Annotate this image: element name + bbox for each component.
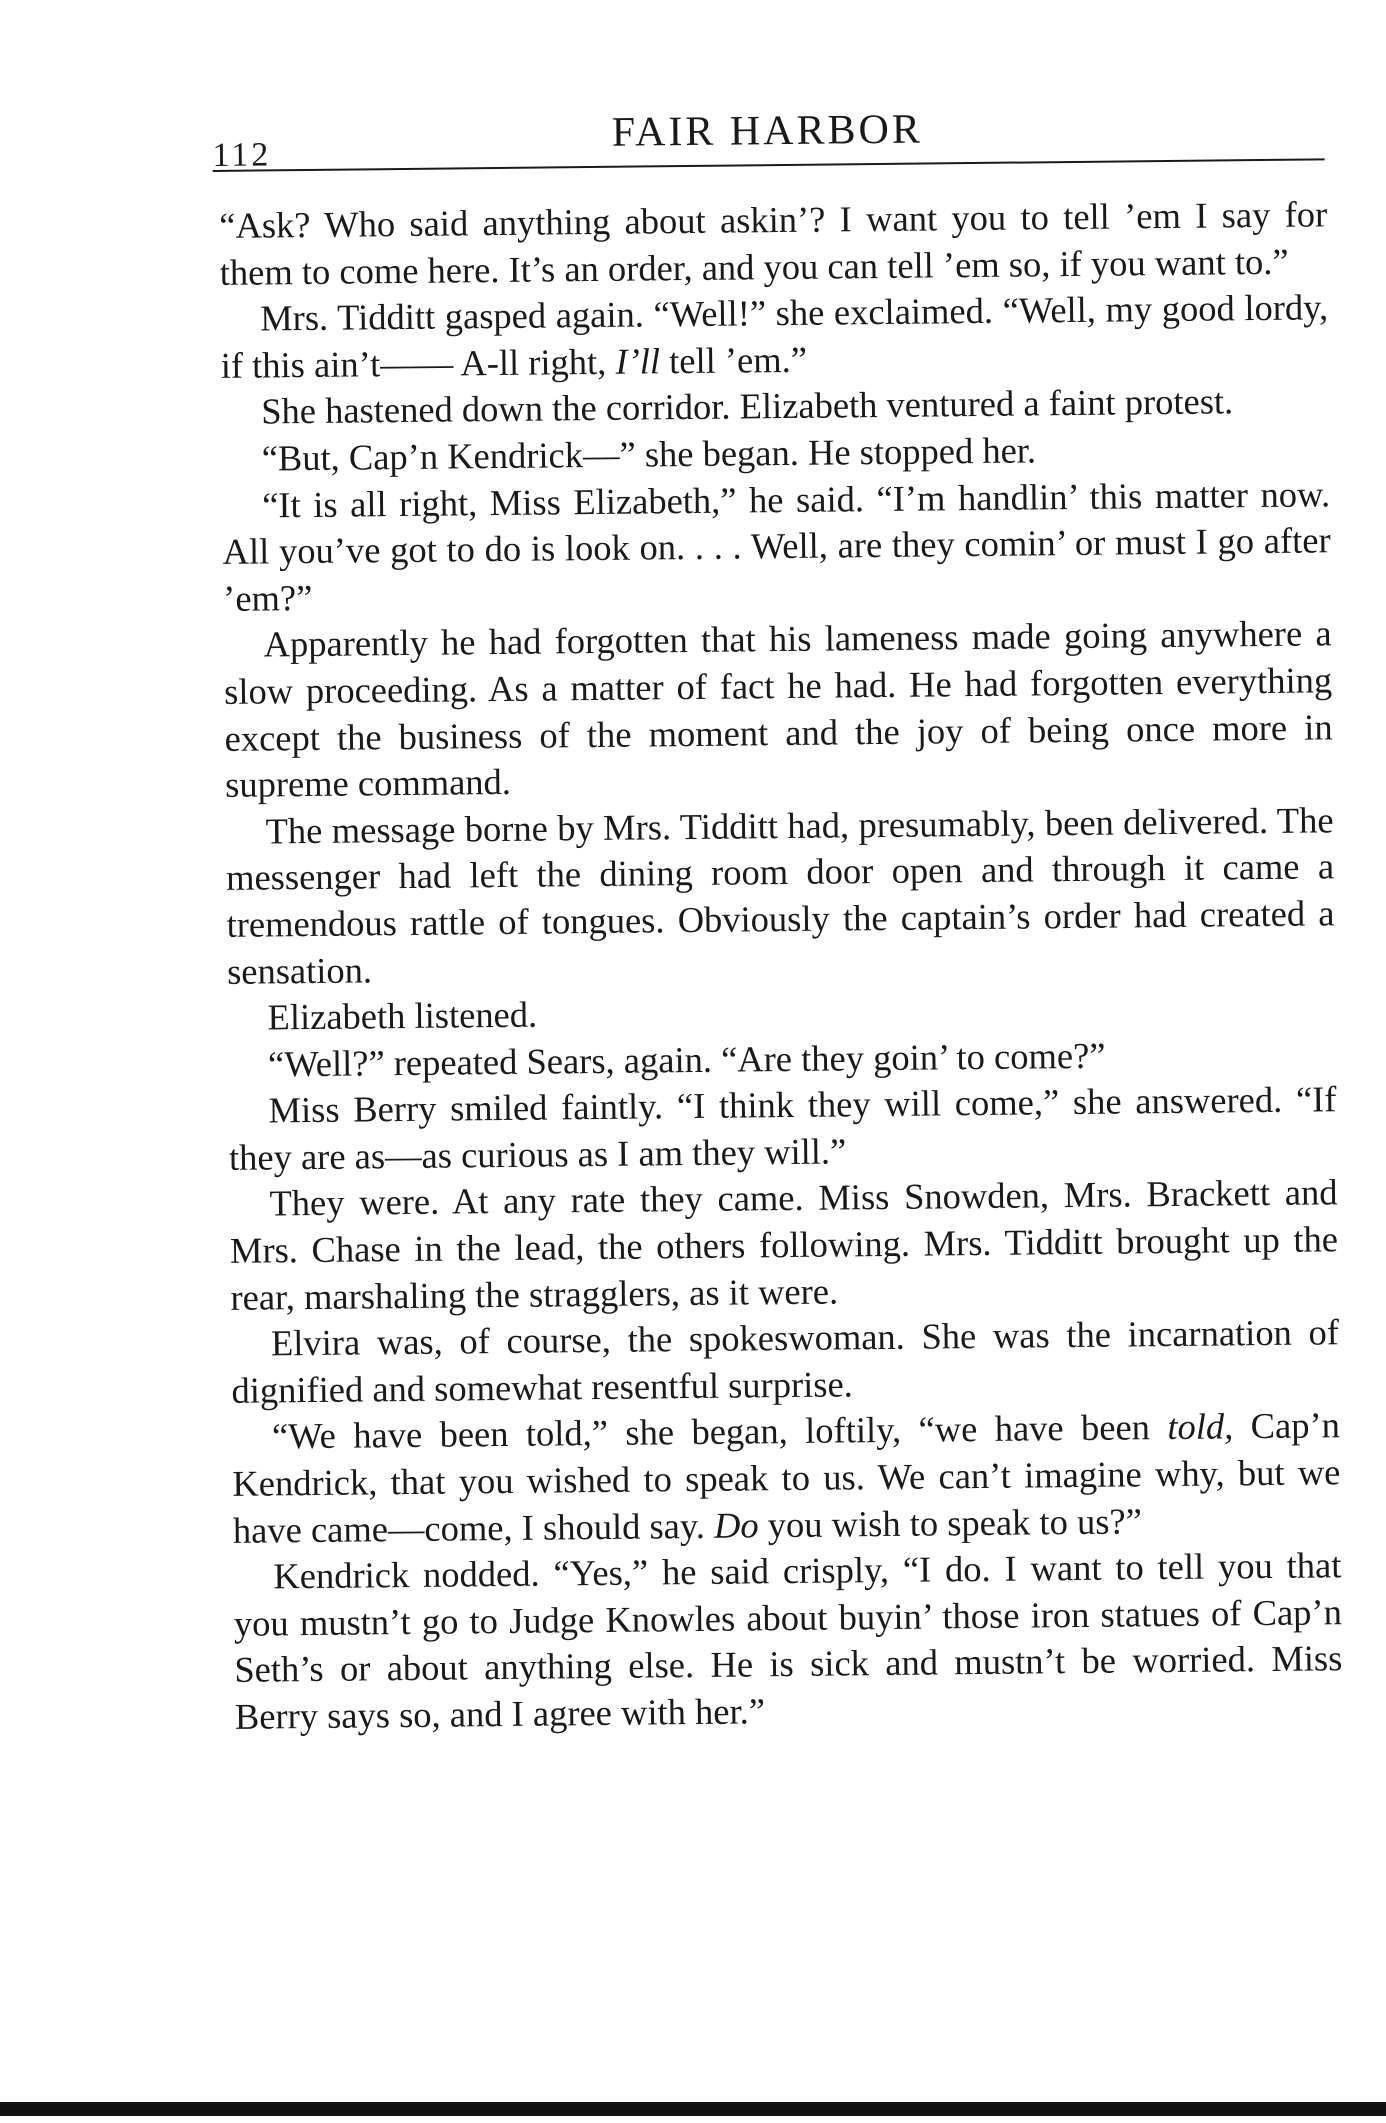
scan-edge-bar: [0, 2102, 1386, 2116]
paragraph: Mrs. Tidditt gasped again. “Well!” she exclaimed. “Well, my good lordy, if this ain’t—— A-ll right, I’ll tell ’em.”: [220, 286, 1329, 386]
running-head: [212, 101, 1323, 173]
paragraph: Elvira was, of course, the spokeswoman. She was the incarnation of dignified and somewhat resentful surprise.: [231, 1311, 1340, 1411]
italic-emphasis: Do: [713, 1503, 759, 1546]
paragraph: Kendrick nodded. “Yes,” he said crisply, “I do. I want to tell you that you mustn’t go to Judge Knowles about buyin’ those iron statues of Cap’n Seth’s or about anything else. He is sick and mustn’t be worried. Miss Berry says so, and I agree with her.”: [233, 1544, 1343, 1737]
paragraph: Apparently he had forgotten that his lameness made going anywhere a slow proceeding. As a matter of fact he had. He had forgotten everything except the business of the moment and the joy of being once more in supreme command.: [223, 612, 1333, 806]
paragraph: She hastened down the corridor. Elizabeth ventured a faint protest.: [260, 380, 1234, 432]
italic-emphasis: told,: [1167, 1405, 1234, 1448]
body-text: [219, 191, 1343, 1740]
paragraph: “We have been told,” she began, loftily, “we have been told, Cap’n Kendrick, that you wished to speak to us. We can’t imagine why, but we have came—come, I should say. Do you wish to speak to us?”: [232, 1404, 1341, 1551]
italic-emphasis: I’ll: [615, 340, 661, 382]
paragraph: “Ask? Who said anything about askin’? I want you to tell ’em I say for them to come here. It’s an order, and you can tell ’em so, if you want to.”: [219, 193, 1328, 293]
paragraph: Elizabeth listened.: [267, 993, 538, 1038]
paragraph: The message borne by Mrs. Tidditt had, presumably, been delivered. The messenger had left the dining room door open and through it came a tremendous rattle of tongues. Obviously the captain’s order had created a sensation.: [225, 798, 1335, 992]
paragraph: “But, Cap’n Kendrick—” she began. He stopped her.: [261, 429, 1037, 479]
running-title: FAIR HARBOR: [611, 106, 924, 156]
page-number: 112: [212, 136, 272, 174]
paragraph: “It is all right, Miss Elizabeth,” he said. “I’m handlin’ this matter now. All you’ve got to do is look on. . . . Well, are they comin’ or must I go after ’em?”: [222, 472, 1331, 619]
paragraph: They were. At any rate they came. Miss Snowden, Mrs. Brackett and Mrs. Chase in the lead, the others following. Mrs. Tidditt brought up the rear, marshaling the stragglers, as it were.: [229, 1171, 1339, 1318]
paragraph: Miss Berry smiled faintly. “I think they will come,” she answered. “If they are as—as curious as I am they will.”: [228, 1078, 1337, 1178]
paragraph: “Well?” repeated Sears, again. “Are they goin’ to come?”: [267, 1034, 1106, 1085]
